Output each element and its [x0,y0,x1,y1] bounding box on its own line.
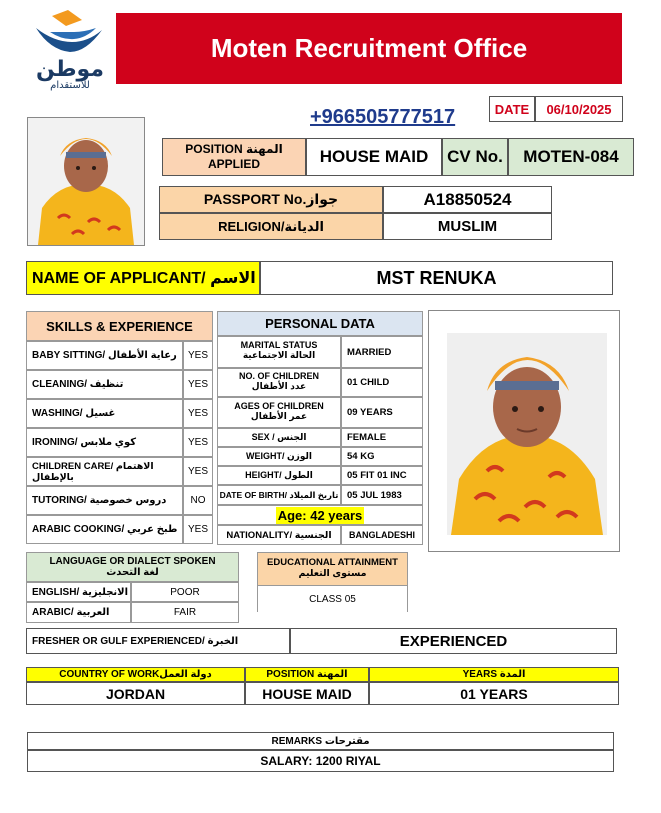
applicant-portrait-large-icon [429,311,619,551]
dob-value: 05 JUL 1983 [341,485,423,505]
education-title-ar: مستوى التعليم [298,568,367,579]
children-label [217,368,341,397]
language-table [26,552,239,623]
language-title-en: LANGUAGE OR DIALECT SPOKEN [49,556,216,567]
skill-value: NO [183,486,213,515]
passport-label: PASSPORT No.جواز [159,186,383,213]
skill-value: YES [183,428,213,457]
marital-value: MARRIED [341,336,423,368]
age-row [217,505,423,525]
applicant-photo-large [428,310,620,552]
skills-table [26,311,213,544]
skill-label: BABY SITTING/ رعاية الأطفال [26,341,183,370]
date-label: DATE [489,96,535,122]
sex-label: SEX / الجنس [217,428,341,447]
language-label: ENGLISH/ الانجليزية [26,582,131,602]
position-label: POSITION المهنة APPLIED [162,138,306,176]
skills-rows [26,341,213,544]
work-position-header: POSITION المهنة [245,667,369,682]
skill-label: ARABIC COOKING/ طبخ عربي [26,515,183,544]
experience-value: EXPERIENCED [290,628,617,654]
skill-label: TUTORING/ دروس خصوصية [26,486,183,515]
cv-label: CV No. [442,138,508,176]
skill-value: YES [183,341,213,370]
age-text: Age: 42 years [277,507,363,523]
weight-value: 54 KG [341,447,423,466]
skill-label: CLEANING/ تنظيف [26,370,183,399]
ages-label [217,397,341,428]
dob-label: DATE OF BIRTH/ تاريخ الميلاد [217,485,341,505]
applicant-portrait-icon [28,118,144,245]
height-label: HEIGHT/ الطول [217,466,341,485]
skill-value: YES [183,370,213,399]
marital-label [217,336,341,368]
education-value: CLASS 05 [257,586,408,612]
language-title [26,552,239,582]
children-label-en: NO. OF CHILDREN [239,371,319,381]
work-position: HOUSE MAID [245,682,369,705]
date-value: 06/10/2025 [535,96,623,122]
skills-title: SKILLS & EXPERIENCE [26,311,213,341]
skill-value: YES [183,515,213,544]
children-label-ar: عدد الأطفال [251,381,307,391]
position-value: HOUSE MAID [306,138,442,176]
education-title-en: EDUCATIONAL ATTAINMENT [267,557,398,568]
language-label: ARABIC/ العربية [26,602,131,623]
height-value: 05 FIT 01 INC [341,466,423,485]
remarks-value: SALARY: 1200 RIYAL [27,750,614,772]
page-title: Moten Recruitment Office [116,13,622,84]
logo-mark-icon [30,10,110,58]
religion-label: RELIGION/الديانة [159,213,383,240]
skill-label: WASHING/ غسيل [26,399,183,428]
applicant-name-value: MST RENUKA [260,261,613,295]
applicant-name-label: NAME OF APPLICANT/ الاسم [26,261,260,295]
work-years: 01 YEARS [369,682,619,705]
logo-arabic-sub: للاستقدام [50,80,90,91]
marital-label-ar: الحالة الاجتماعية [242,350,316,360]
company-logo [30,10,110,90]
cv-value: MOTEN-084 [508,138,634,176]
sex-value: FEMALE [341,428,423,447]
personal-data-table [217,311,423,545]
education-table [257,552,408,612]
applicant-photo-small [27,117,145,246]
skill-value: YES [183,457,213,486]
work-years-header: YEARS المدة [369,667,619,682]
work-country: JORDAN [26,682,245,705]
language-value: FAIR [131,602,239,623]
weight-label: WEIGHT/ الوزن [217,447,341,466]
education-title [257,552,408,586]
skill-label: CHILDREN CARE/ الاهتمام بالإطفال [26,457,183,486]
phone-number[interactable]: +966505777517 [310,106,456,128]
work-country-header: COUNTRY OF WORKدولة العمل [26,667,245,682]
nationality-label: NATIONALITY/ الجنسية [217,525,341,545]
nationality-value: BANGLADESHI [341,525,423,545]
skill-value: YES [183,399,213,428]
marital-label-en: MARITAL STATUS [240,340,318,350]
experience-label: FRESHER OR GULF EXPERIENCED/ الخبرة [26,628,290,654]
language-value: POOR [131,582,239,602]
children-value: 01 CHILD [341,368,423,397]
logo-arabic-main: موطن [36,56,104,81]
ages-label-ar: عمر الأطفال [250,411,308,421]
personal-title: PERSONAL DATA [217,311,423,336]
religion-value: MUSLIM [383,213,552,240]
language-title-ar: لغة التحدث [106,567,159,578]
skill-label: IRONING/ كوي ملابس [26,428,183,457]
ages-label-en: AGES OF CHILDREN [234,401,324,411]
passport-value: A18850524 [383,186,552,213]
remarks-label: REMARKS مقترحات [27,732,614,750]
ages-value: 09 YEARS [341,397,423,428]
